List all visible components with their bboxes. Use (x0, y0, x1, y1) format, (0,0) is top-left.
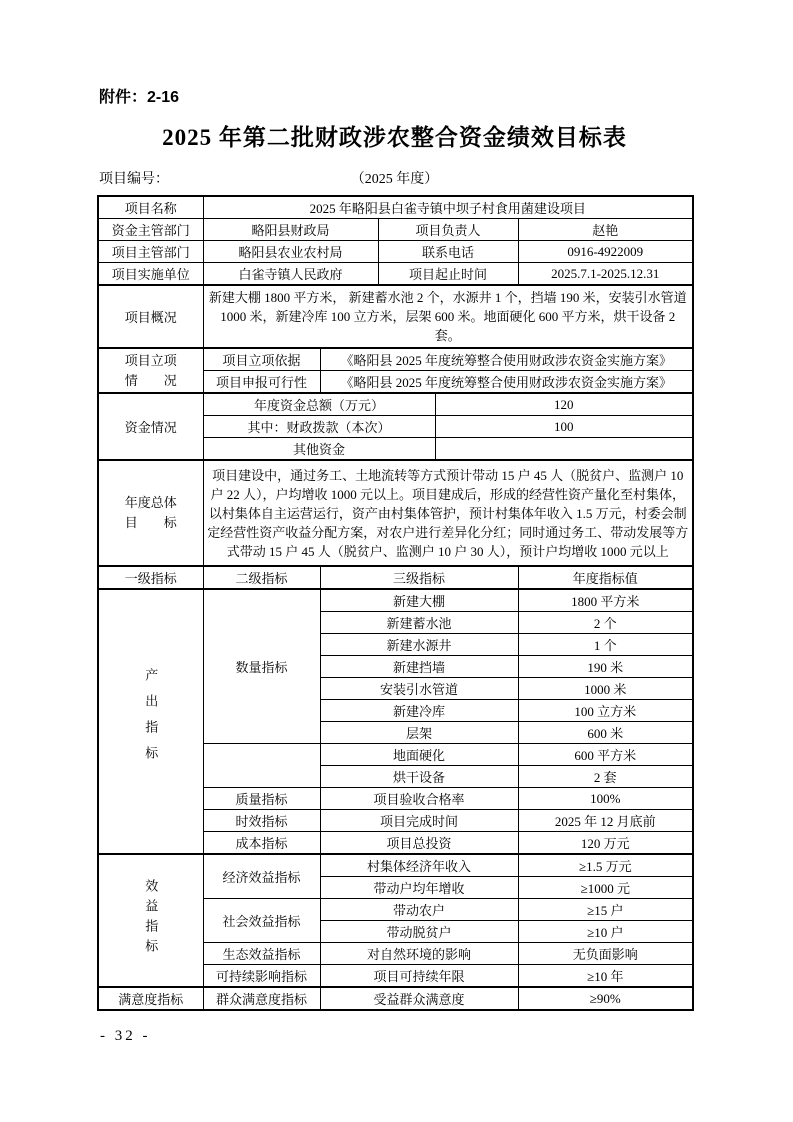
indicator-value: 2 个 (518, 612, 693, 634)
project-dept-label: 项目主管部门 (98, 241, 203, 263)
row-project-dept (98, 241, 693, 263)
header-value: 年度指标值 (518, 566, 693, 589)
indicator-value: ≥15 户 (518, 899, 693, 921)
impl-unit-label: 项目实施单位 (98, 263, 203, 286)
fund-dept-label: 资金主管部门 (98, 219, 203, 241)
header-level1: 一级指标 (98, 566, 203, 589)
meta-row (97, 168, 692, 188)
indicator-name: 地面硬化 (320, 744, 518, 766)
indicator-value: 600 平方米 (518, 744, 693, 766)
satisfaction-level1: 满意度指标 (98, 987, 203, 1010)
phone-value: 0916-4922009 (518, 241, 693, 263)
indicator-value: ≥10 年 (518, 965, 693, 988)
indicator-value: 100% (518, 788, 693, 810)
timeliness-label: 时效指标 (203, 810, 320, 832)
indicator-value: ≥90% (518, 987, 693, 1010)
indicator-value: 无负面影响 (518, 943, 693, 965)
indicator-value: 100 立方米 (518, 700, 693, 722)
fund-dept-value: 略阳县财政局 (203, 219, 378, 241)
phone-label: 联系电话 (378, 241, 518, 263)
funding-label: 资金情况 (98, 393, 203, 460)
row-indicator-header (98, 566, 693, 589)
row-project-name (98, 196, 693, 219)
approval-label (98, 348, 203, 393)
row-approval-basis (98, 348, 693, 371)
row-fund-dept (98, 219, 693, 241)
funding-other-label: 其他资金 (203, 438, 435, 461)
period-label: （2025 年度） (350, 172, 439, 187)
annual-goal-label-line1: 年度总体 (124, 495, 177, 510)
header-level3: 三级指标 (320, 566, 518, 589)
output-level1-text: 产出指标 (143, 667, 159, 772)
project-name-value: 2025 年略阳县白雀寺镇中坝子村食用菌建设项目 (203, 196, 693, 219)
indicator-name: 项目可持续年限 (320, 965, 518, 988)
overview-label: 项目概况 (98, 285, 203, 348)
feasibility-value: 《略阳县 2025 年度统筹整合使用财政涉农资金实施方案》 (320, 371, 693, 394)
project-no-label: 项目编号： (99, 172, 169, 187)
output-level1-label (98, 589, 203, 854)
funding-fiscal-label: 其中：财政拨款（本次） (203, 416, 435, 438)
project-dept-value: 略阳县农业农村局 (203, 241, 378, 263)
indicator-name: 新建大棚 (320, 589, 518, 612)
benefit-level1-label (98, 854, 203, 987)
row-annual-goal (98, 460, 693, 566)
leader-value: 赵艳 (518, 219, 693, 241)
indicator-value: ≥1000 元 (518, 877, 693, 899)
indicator-name: 项目总投资 (320, 832, 518, 855)
indicator-value: ≥1.5 万元 (518, 854, 693, 877)
row-economic-1 (98, 854, 693, 877)
indicator-value: 1 个 (518, 634, 693, 656)
indicator-value: 1800 平方米 (518, 589, 693, 612)
indicator-name: 对自然环境的影响 (320, 943, 518, 965)
row-satisfaction (98, 987, 693, 1010)
duration-label: 项目起止时间 (378, 263, 518, 286)
page-number: - 32 - (100, 1028, 151, 1044)
funding-fiscal-value: 100 (435, 416, 693, 438)
approval-label-line2: 情 况 (124, 372, 177, 388)
indicator-name: 新建蓄水池 (320, 612, 518, 634)
indicator-name: 项目验收合格率 (320, 788, 518, 810)
indicator-name: 受益群众满意度 (320, 987, 518, 1010)
indicator-value: 120 万元 (518, 832, 693, 855)
indicator-value: ≥10 户 (518, 921, 693, 943)
funding-other-value (435, 438, 693, 461)
indicator-name: 带动脱贫户 (320, 921, 518, 943)
economic-label: 经济效益指标 (203, 854, 320, 899)
indicator-value: 1000 米 (518, 678, 693, 700)
indicator-name: 安装引水管道 (320, 678, 518, 700)
quantity-blank-cell (203, 744, 320, 788)
indicator-name: 新建水源井 (320, 634, 518, 656)
indicator-name: 带动户均年增收 (320, 877, 518, 899)
impl-unit-value: 白雀寺镇人民政府 (203, 263, 378, 286)
overview-text: 新建大棚 1800 平方米， 新建蓄水池 2 个，水源井 1 个，挡墙 190 米，安装引水管道 1000 米，新建冷库 100 立方米，层架 600 米。地面硬化 600 平方米，烘干设备 2 套。 (203, 285, 693, 348)
indicator-value: 2025 年 12 月底前 (518, 810, 693, 832)
approval-basis-label: 项目立项依据 (203, 348, 320, 371)
social-label: 社会效益指标 (203, 899, 320, 943)
indicator-name: 新建挡墙 (320, 656, 518, 678)
ecological-label: 生态效益指标 (203, 943, 320, 965)
benefit-level1-text: 效益指标 (143, 878, 159, 959)
row-impl-unit (98, 263, 693, 286)
document-page (97, 0, 692, 1045)
indicator-name: 层架 (320, 722, 518, 744)
indicator-name: 新建冷库 (320, 700, 518, 722)
indicator-name: 带动农户 (320, 899, 518, 921)
indicator-name: 烘干设备 (320, 766, 518, 788)
satisfaction-level2: 群众满意度指标 (203, 987, 320, 1010)
annual-goal-label (98, 460, 203, 566)
header-level2: 二级指标 (203, 566, 320, 589)
approval-label-line1: 项目立项 (124, 352, 177, 368)
approval-basis-value: 《略阳县 2025 年度统筹整合使用财政涉农资金实施方案》 (320, 348, 693, 371)
indicator-name: 村集体经济年收入 (320, 854, 518, 877)
indicator-value: 600 米 (518, 722, 693, 744)
annual-goal-label-line2: 目 标 (124, 515, 177, 530)
quantity-label: 数量指标 (203, 589, 320, 744)
indicator-value: 190 米 (518, 656, 693, 678)
annual-goal-text: 项目建设中，通过务工、土地流转等方式预计带动 15 户 45 人（脱贫户、监测户 10 户 22 人），户均增收 1000 元以上。项目建成后，形成的经营性资产量化至村集体，以村集体自主运营运行，资产由村集体管护，预计村集体年收入 1.5 万元，村委会制定经营性资产收益分配方案，对农户进行差异化分红；同时通过务工、带动发展等方式带动 15 户 45 人（脱贫户、监测户 10 户 30 人），预计户均增收 1000 元以上 (203, 460, 693, 566)
quality-label: 质量指标 (203, 788, 320, 810)
indicator-name: 项目完成时间 (320, 810, 518, 832)
leader-label: 项目负责人 (378, 219, 518, 241)
row-quantity-1 (98, 589, 693, 612)
project-name-label: 项目名称 (98, 196, 203, 219)
row-overview (98, 285, 693, 348)
sustainable-label: 可持续影响指标 (203, 965, 320, 988)
page-title: 2025 年第二批财政涉农整合资金绩效目标表 (162, 125, 627, 150)
funding-total-label: 年度资金总额（万元） (203, 393, 435, 416)
row-funding-total (98, 393, 693, 416)
feasibility-label: 项目申报可行性 (203, 371, 320, 394)
performance-target-table (97, 195, 694, 1011)
cost-label: 成本指标 (203, 832, 320, 855)
duration-value: 2025.7.1-2025.12.31 (518, 263, 693, 286)
attachment-label: 附件：2-16 (99, 89, 180, 106)
funding-total-value: 120 (435, 393, 693, 416)
indicator-value: 2 套 (518, 766, 693, 788)
